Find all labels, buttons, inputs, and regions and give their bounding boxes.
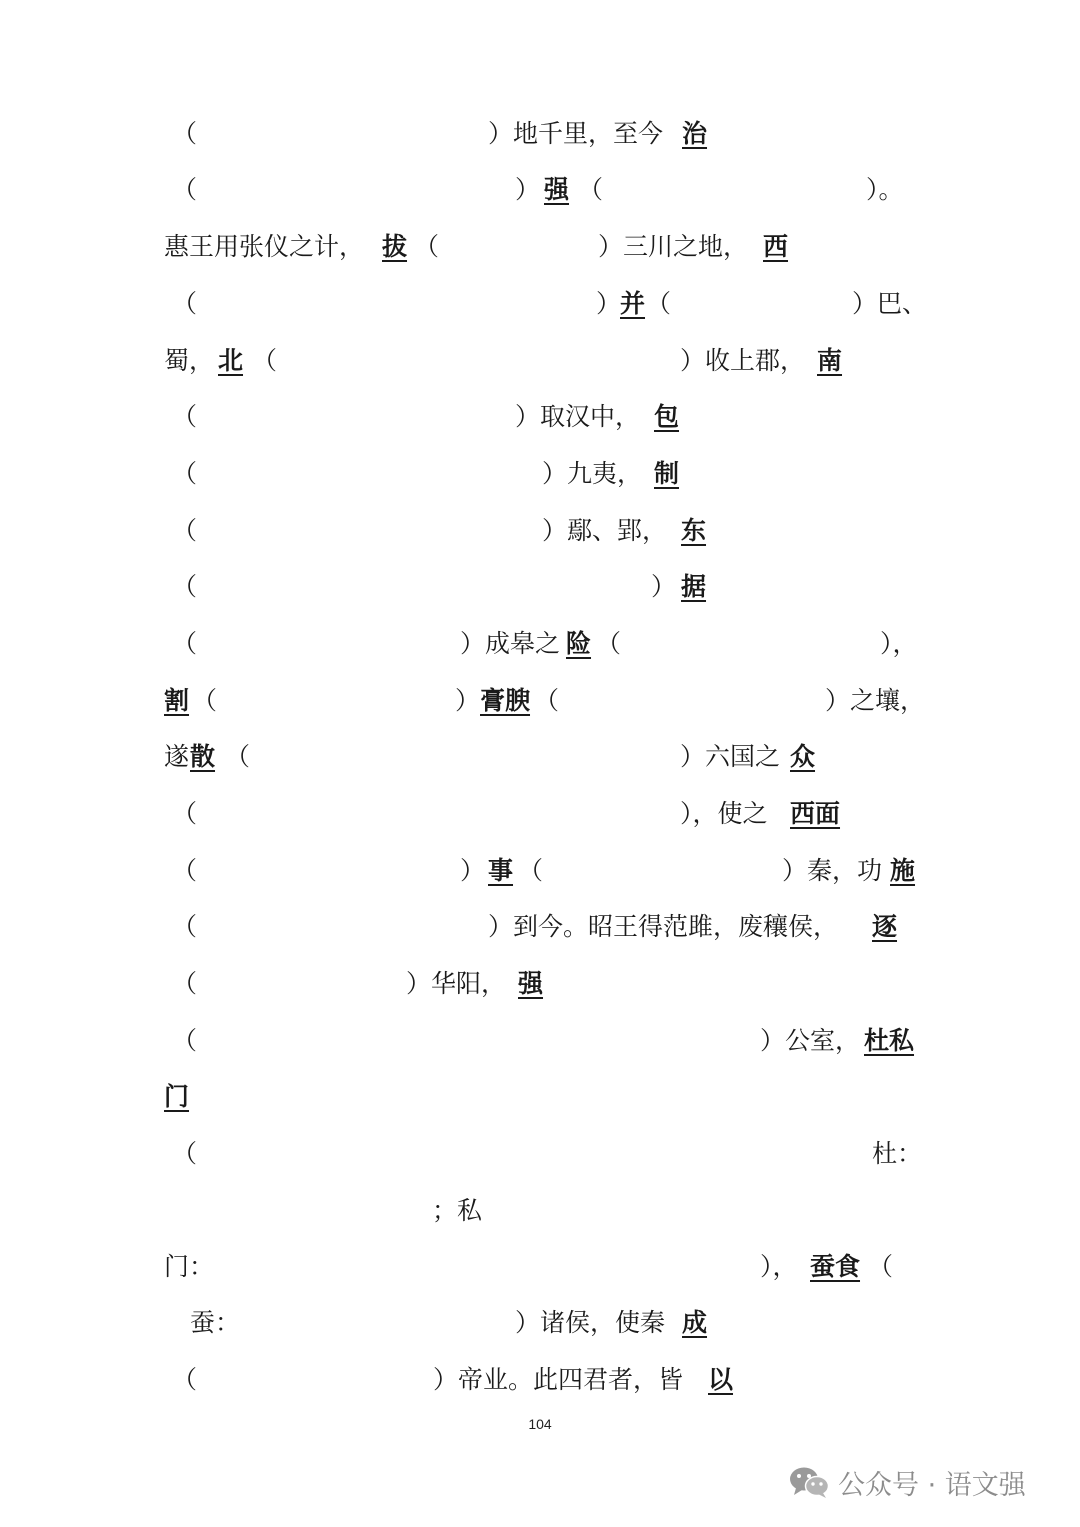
text-line: [0, 511, 1080, 551]
text-segment: ）诸侯，使秦: [515, 1308, 666, 1337]
keyword-underlined: 散: [190, 742, 216, 771]
text-segment: （: [868, 1252, 894, 1281]
keyword-underlined: 施: [890, 856, 916, 885]
keyword-underlined: 包: [654, 402, 680, 431]
keyword-underlined: 南: [817, 346, 843, 375]
text-segment: ）六国之: [680, 742, 781, 771]
text-segment: （: [192, 686, 218, 715]
text-segment: 蜀，: [164, 346, 215, 375]
text-segment: ）地千里，至今: [488, 119, 664, 148]
text-segment: ）九夷，: [542, 459, 643, 488]
text-segment: ）收上郡，: [680, 346, 806, 375]
text-line: [0, 1247, 1080, 1287]
text-line: [0, 341, 1080, 381]
watermark-text: 公众号 · 语文强: [838, 1469, 1026, 1501]
text-segment: ）三川之地，: [598, 232, 749, 261]
text-segment: （: [172, 1139, 198, 1168]
text-segment: （: [596, 629, 622, 658]
text-segment: ）: [460, 856, 486, 885]
text-segment: ）巴、: [852, 289, 928, 318]
text-line: [0, 1077, 1080, 1117]
text-segment: （: [172, 1026, 198, 1055]
text-line: [0, 794, 1080, 834]
text-line: [0, 397, 1080, 437]
text-segment: ）鄢、郢，: [542, 516, 668, 545]
text-line: [0, 964, 1080, 1004]
text-segment: （: [172, 402, 198, 431]
text-segment: ）华阳，: [406, 969, 507, 998]
keyword-underlined: 成: [682, 1308, 708, 1337]
text-line: [0, 737, 1080, 777]
text-line: [0, 681, 1080, 721]
keyword-underlined: 以: [708, 1365, 734, 1394]
keyword-underlined: 西: [763, 232, 789, 261]
text-segment: 杜：: [872, 1139, 923, 1168]
text-segment: ）之壤，: [825, 686, 926, 715]
text-segment: ）公室，: [760, 1026, 861, 1055]
keyword-underlined: 拔: [382, 232, 408, 261]
text-segment: 遂: [164, 742, 190, 771]
keyword-underlined: 割: [164, 686, 190, 715]
text-line: [0, 1134, 1080, 1174]
text-line: [0, 227, 1080, 267]
keyword-underlined: 并: [620, 289, 646, 318]
text-line: [0, 624, 1080, 664]
text-segment: ）成皋之: [460, 629, 561, 658]
text-segment: ），使之: [680, 799, 768, 828]
keyword-underlined: 门: [164, 1082, 190, 1111]
keyword-underlined: 东: [681, 516, 707, 545]
text-segment: （: [172, 175, 198, 204]
text-segment: （: [172, 799, 198, 828]
keyword-underlined: 制: [654, 459, 680, 488]
text-segment: ）到今。昭王得范雎，废穰侯，: [488, 912, 839, 941]
text-segment: （: [534, 686, 560, 715]
keyword-underlined: 众: [790, 742, 816, 771]
text-line: [0, 1303, 1080, 1343]
text-segment: （: [414, 232, 440, 261]
text-segment: ）取汉中，: [515, 402, 641, 431]
text-line: [0, 114, 1080, 154]
keyword-underlined: 治: [682, 119, 708, 148]
text-segment: （: [172, 629, 198, 658]
keyword-underlined: 险: [566, 629, 592, 658]
page-number: 104: [528, 1416, 552, 1432]
text-line: [0, 170, 1080, 210]
keyword-underlined: 强: [544, 175, 570, 204]
keyword-underlined: 北: [218, 346, 244, 375]
text-segment: （: [172, 516, 198, 545]
text-line: [0, 851, 1080, 891]
text-line: [0, 454, 1080, 494]
text-segment: （: [172, 459, 198, 488]
text-segment: ）: [651, 572, 677, 601]
text-segment: ；私: [432, 1196, 483, 1225]
text-segment: （: [518, 856, 544, 885]
wechat-icon: [788, 1465, 830, 1499]
text-segment: ）。: [866, 175, 904, 204]
keyword-underlined: 逐: [872, 912, 898, 941]
text-segment: ），: [880, 629, 918, 658]
keyword-underlined: 蚕食: [810, 1252, 861, 1281]
text-segment: （: [172, 119, 198, 148]
text-segment: 蚕：: [190, 1308, 241, 1337]
keyword-underlined: 事: [488, 856, 514, 885]
text-segment: ）: [455, 686, 481, 715]
text-segment: （: [172, 572, 198, 601]
text-line: [0, 284, 1080, 324]
watermark: [788, 1462, 1026, 1502]
text-segment: （: [172, 1365, 198, 1394]
text-line: [0, 1021, 1080, 1061]
text-segment: （: [578, 175, 604, 204]
text-line: [0, 907, 1080, 947]
text-line: [0, 567, 1080, 607]
text-segment: ）: [596, 289, 622, 318]
keyword-underlined: 杜私: [864, 1026, 915, 1055]
keyword-underlined: 据: [681, 572, 707, 601]
text-line: [0, 1191, 1080, 1231]
text-line: [0, 1360, 1080, 1400]
text-segment: 惠王用张仪之计，: [164, 232, 365, 261]
text-segment: ），: [760, 1252, 798, 1281]
text-segment: （: [225, 742, 251, 771]
text-segment: （: [172, 856, 198, 885]
text-segment: （: [252, 346, 278, 375]
text-segment: ）帝业。此四君者，皆: [433, 1365, 684, 1394]
text-segment: 门：: [164, 1252, 215, 1281]
text-segment: （: [172, 289, 198, 318]
keyword-underlined: 西面: [790, 799, 841, 828]
text-segment: ）: [515, 175, 541, 204]
text-segment: （: [172, 969, 198, 998]
text-segment: ）秦，功: [782, 856, 883, 885]
keyword-underlined: 膏腴: [480, 686, 531, 715]
text-segment: （: [172, 912, 198, 941]
keyword-underlined: 强: [518, 969, 544, 998]
text-segment: （: [646, 289, 672, 318]
